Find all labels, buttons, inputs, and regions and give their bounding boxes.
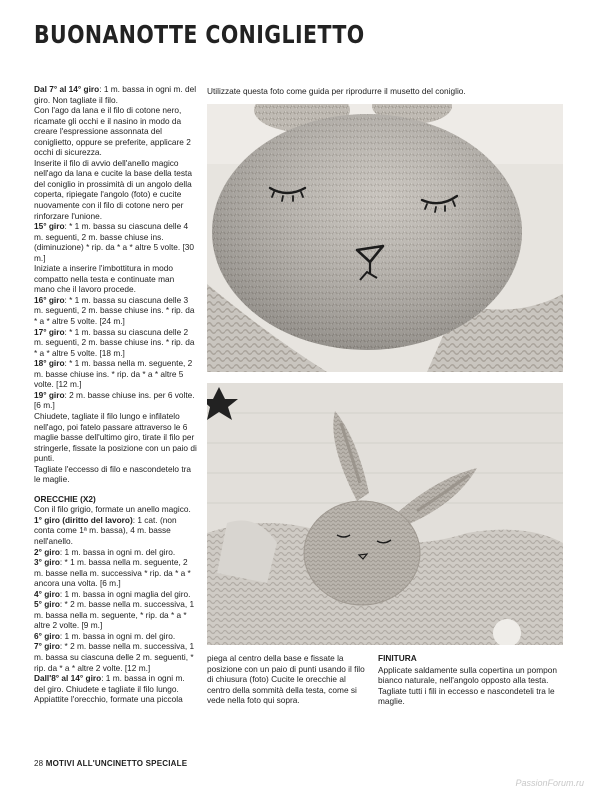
middle-text: piega al centro della base e fissate la posizione con un paio di punti usando il filo di chiusura (foto) Cucite le orecchie al centro della sommità della testa, come si vede nella foto qui sopra.	[207, 653, 365, 706]
orecchie-round-label: 5° giro	[34, 599, 60, 610]
instruction-text: Con l'ago da lana e il filo di cotone nero, ricamate gli occhi e il nasino in modo da creare l'espressione assonnata del coniglietto, oppure se preferite, applicare 2 occhi di sicurezza.	[34, 105, 191, 158]
instruction-round-label: 19° giro	[34, 389, 65, 400]
orecchie-round-label: 2° giro	[34, 546, 60, 557]
orecchie-text: : * 2 m. basse nella m. successiva, 1 m. bassa nella m. seguente, * rip. da * a * altre 2 volte. [9 m.]	[34, 599, 195, 631]
orecchie-paragraph	[34, 589, 197, 600]
instruction-text: Iniziate a inserire l'imbottitura in modo compatto nella testa e continuate man mano che il lavoro procede.	[34, 263, 175, 295]
instruction-text: : * 1 m. bassa nella m. seguente, 2 m. basse chiuse ins. * rip. da * a * altre 5 volte. [12 m.]	[34, 358, 193, 390]
instruction-paragraph	[34, 358, 197, 390]
instruction-round-label: 16° giro	[34, 294, 65, 305]
orecchie-text: : 1 m. bassa in ogni m. del giro.	[59, 630, 176, 641]
orecchie-round-label: 7° giro	[34, 641, 60, 652]
instruction-paragraph	[34, 411, 197, 464]
instruction-round-label: 17° giro	[34, 326, 65, 337]
page-footer	[34, 759, 187, 768]
instructions-body	[34, 84, 197, 485]
orecchie-paragraph	[34, 547, 197, 558]
instruction-round-label: 15° giro	[34, 221, 65, 232]
instruction-paragraph	[34, 263, 197, 295]
orecchie-body	[34, 504, 197, 704]
orecchie-text: : 1 m. bassa in ogni maglia del giro.	[59, 588, 191, 599]
orecchie-round-label: 4° giro	[34, 588, 60, 599]
finitura-paragraph-2: Tagliate tutti i fili in eccesso e nascondeteli tra le maglie.	[378, 685, 555, 707]
instruction-text: : * 1 m. bassa su ciascuna delle 4 m. seguenti, 2 m. basse chiuse ins. (diminuzione) * rip. da * a * altre 5 volte. [30 m.]	[34, 221, 195, 263]
finitura-column	[378, 653, 558, 707]
instruction-text: : * 1 m. bassa su ciascuna delle 3 m. seguenti, 2 m. basse chiuse ins. * rip. da * a * altre 5 volte. [24 m.]	[34, 294, 195, 327]
instruction-paragraph	[34, 464, 197, 485]
magazine-name: MOTIVI ALL'UNCINETTO SPECIALE	[45, 759, 188, 768]
instruction-paragraph	[34, 221, 197, 263]
orecchie-round-label: Dall'8° al 14° giro	[34, 673, 102, 684]
orecchie-text: : * 1 m. bassa nella m. seguente, 2 m. basse nella m. successiva * rip. da * a * ancora una volta. [6 m.]	[34, 557, 191, 589]
orecchie-text: : 1 m. bassa in ogni m. del giro. Chiudete e tagliate il filo lungo. Appiattite l'orecchio, formate una piccola	[34, 673, 185, 705]
instruction-paragraph	[34, 327, 197, 359]
instruction-text: : 1 m. bassa in ogni m. del giro. Non tagliate il filo.	[34, 84, 197, 105]
finitura-paragraph-1: Applicate saldamente sulla copertina un pompon bianco naturale, nell'angolo opposto alla testa.	[378, 664, 557, 686]
orecchie-paragraph	[34, 599, 197, 631]
orecchie-round-label: 1° giro (diritto del lavoro)	[34, 514, 133, 525]
instruction-text: Chiudete, tagliate il filo lungo e infilatelo nell'ago, poi fatelo passare attraverso le 6 maglie basse dell'ultimo giro, tirate il filo per stringerle, fissate la posizione con un paio di punti.	[34, 410, 197, 464]
bunny-blanket-photo	[207, 383, 563, 645]
section-heading-orecchie: ORECCHIE (X2)	[34, 493, 96, 504]
orecchie-paragraph	[34, 504, 197, 515]
orecchie-paragraph	[34, 631, 197, 642]
instruction-text: Inserite il filo di avvio dell'anello magico nell'ago da lana e cucite la base della testa del coniglio in prossimità di un angolo della coperta, ripiegate l'angolo (foto) e cucite nuovamente con il filo di cotone nero per rinforzare l'unione.	[34, 157, 192, 221]
watermark: PassionForum.ru	[515, 778, 584, 788]
instruction-round-label: Dal 7° al 14° giro	[34, 84, 100, 94]
instruction-paragraph	[34, 295, 197, 327]
page-number: 28	[34, 759, 44, 768]
instruction-text: : 2 m. basse chiuse ins. per 6 volte. [6 m.]	[34, 389, 195, 411]
left-column	[34, 84, 197, 705]
orecchie-paragraph	[34, 673, 197, 705]
instruction-round-label: 18° giro	[34, 358, 65, 369]
instruction-text: Tagliate l'eccesso di filo e nascondetelo tra le maglie.	[34, 463, 192, 485]
orecchie-round-label: 6° giro	[34, 630, 60, 641]
instruction-paragraph	[34, 158, 197, 221]
instruction-paragraph	[34, 84, 197, 105]
bunny-face-photo	[207, 104, 563, 372]
orecchie-round-label: 3° giro	[34, 557, 60, 568]
instruction-text: : * 1 m. bassa su ciascuna delle 2 m. seguenti, 2 m. basse chiuse ins. * rip. da * a * altre 5 volte. [18 m.]	[34, 326, 195, 358]
orecchie-paragraph	[34, 641, 197, 673]
photo-caption: Utilizzate questa foto come guida per riprodurre il musetto del coniglio.	[207, 86, 466, 96]
instruction-paragraph	[34, 105, 197, 158]
instruction-paragraph	[34, 390, 197, 411]
orecchie-text: Con il filo grigio, formate un anello magico.	[34, 504, 191, 515]
orecchie-paragraph	[34, 515, 197, 547]
middle-column	[207, 653, 370, 706]
orecchie-text: : 1 m. bassa in ogni m. del giro.	[59, 546, 176, 557]
page-title: BUONANOTTE CONIGLIETTO	[34, 20, 365, 49]
orecchie-text: : 1 cat. (non conta come 1ª m. bassa), 4 m. basse nell'anello.	[34, 514, 177, 546]
orecchie-text: : * 2 m. basse nella m. successiva, 1 m. bassa su ciascuna delle 2 m. seguenti, * rip. da * a * altre 2 volte. [12 m.]	[34, 641, 195, 673]
section-heading-finitura: FINITURA	[378, 653, 417, 663]
orecchie-paragraph	[34, 557, 197, 589]
